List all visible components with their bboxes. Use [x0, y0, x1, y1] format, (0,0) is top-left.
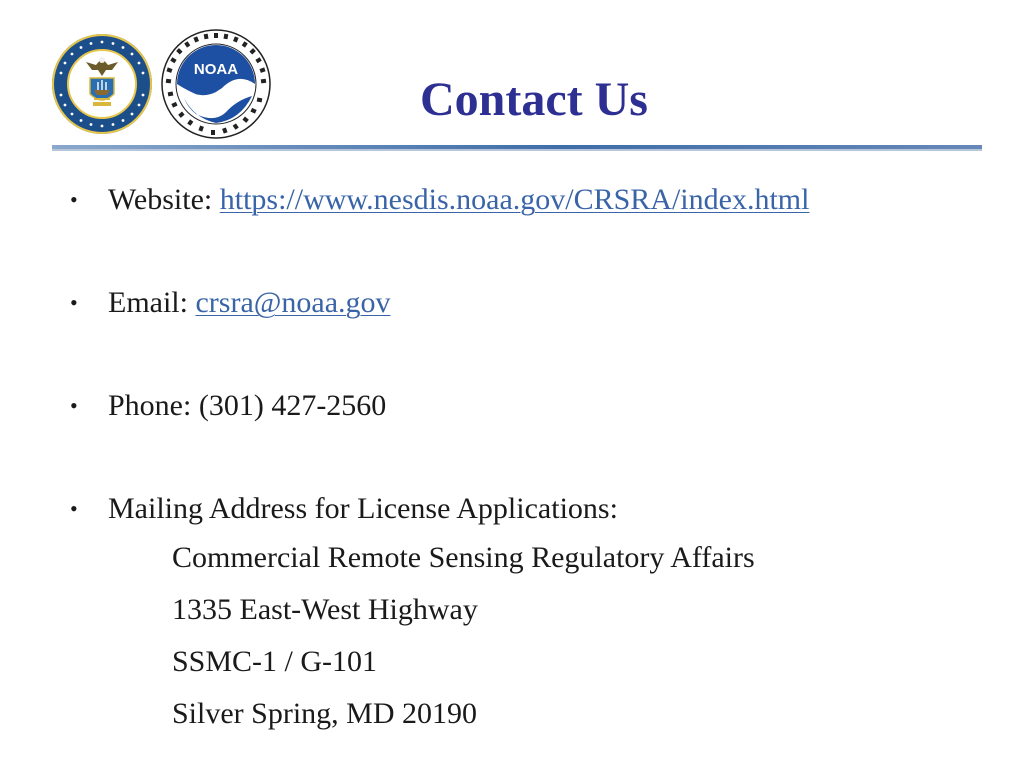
- email-label: Email:: [108, 286, 196, 319]
- bullet-icon: •: [70, 496, 78, 521]
- address-line-4: Silver Spring, MD 20190: [172, 697, 478, 730]
- noaa-seal-icon: [160, 28, 272, 140]
- website-label: Website:: [108, 183, 220, 216]
- phone-text: Phone: (301) 427-2560: [108, 389, 387, 422]
- bullet-icon: •: [70, 393, 78, 418]
- website-link[interactable]: https://www.nesdis.noaa.gov/CRSRA/index.html: [219, 183, 810, 216]
- website-item: [70, 178, 809, 222]
- bullet-icon: •: [70, 290, 78, 315]
- noaa-wordmark: NOAA: [193, 61, 239, 78]
- bullet-icon: •: [70, 187, 78, 212]
- mailing-address-label: Mailing Address for License Applications:: [108, 492, 618, 525]
- department-of-commerce-seal-icon: [50, 32, 154, 136]
- address-line-2: 1335 East-West Highway: [172, 593, 478, 626]
- header-logos: [50, 28, 275, 143]
- address-line-3: SSMC-1 / G-101: [172, 645, 378, 678]
- phone-item: [70, 384, 386, 428]
- title-divider-shadow: [52, 149, 982, 151]
- mailing-address-item: [70, 487, 618, 531]
- email-item: [70, 281, 391, 325]
- email-link[interactable]: crsra@noaa.gov: [195, 286, 391, 319]
- page-title: Contact Us: [420, 73, 648, 126]
- address-line-1: Commercial Remote Sensing Regulatory Affairs: [172, 541, 755, 574]
